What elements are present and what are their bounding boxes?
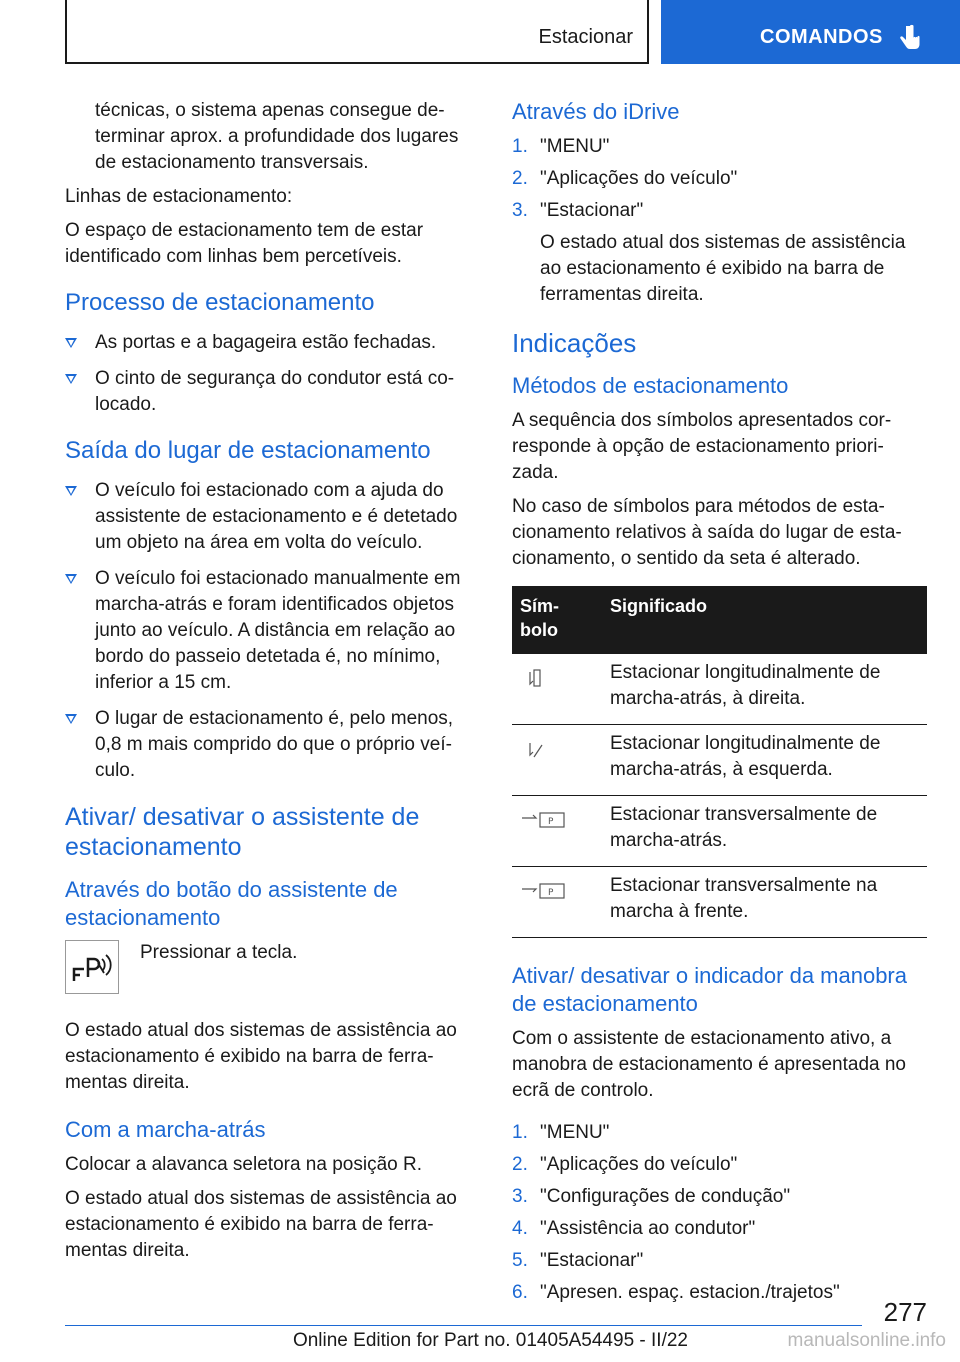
- svg-text:P: P: [548, 817, 554, 827]
- paragraph: O estado atual dos sistemas de assistência ao estacionamento é exibido na barra de ferra-mentas direita.: [65, 1020, 457, 1093]
- park-assist-button-icon: [65, 940, 119, 994]
- paragraph: técnicas, o sistema apenas consegue de-terminar aprox. a profundidade dos lugares de estacionamento transversais.: [95, 100, 459, 173]
- list-item: O lugar de estacionamento é, pelo menos, 0,8 m mais comprido do que o próprio veí-culo.: [65, 706, 480, 784]
- table-row: [512, 796, 927, 867]
- list-item: O cinto de segurança do condutor está co-locado.: [65, 366, 480, 418]
- paragraph: A sequência dos símbolos apresentados cor-responde à opção de estacionamento priori-zada.: [512, 410, 892, 483]
- triangle-bullet-icon: [65, 714, 77, 724]
- processo-list: [65, 330, 480, 418]
- footer-divider: [65, 1325, 862, 1326]
- header-chapter-box: [661, 0, 960, 64]
- column-header: Significado: [602, 586, 927, 654]
- paragraph: Linhas de estacionamento:: [65, 186, 293, 207]
- triangle-bullet-icon: [65, 486, 77, 496]
- list-item: 4. "Assistência ao condutor": [512, 1218, 756, 1239]
- list-item: 3. "Estacionar": [512, 200, 644, 221]
- paragraph: No caso de símbolos para métodos de esta-cionamento relativos à saída do lugar de esta-cionamento, o sentido da seta é alterado.: [512, 496, 902, 569]
- table-cell: Estacionar transversalmente de marcha-atrás.: [602, 796, 927, 867]
- heading-botao: Através do botão do assistente de estacionamento: [65, 877, 398, 930]
- page-number: 277: [883, 1297, 927, 1327]
- list-item: 2. "Aplicações do veículo": [512, 1154, 738, 1175]
- table-row: [512, 867, 927, 938]
- section-title: Estacionar: [538, 26, 633, 48]
- list-item: 2. "Aplicações do veículo": [512, 168, 738, 189]
- edition-text: Online Edition for Part no. 01405A54495 - II/22: [292, 1330, 688, 1351]
- list-item: 6. "Apresen. espaç. estacion./trajetos": [512, 1282, 840, 1303]
- list-item: 3. "Configurações de condução": [512, 1186, 791, 1207]
- table-cell: Estacionar longitudinalmente de marcha-atrás, à direita.: [602, 654, 927, 725]
- header-section-box: [65, 0, 649, 64]
- list-item: 5. "Estacionar": [512, 1250, 644, 1271]
- triangle-bullet-icon: [65, 338, 77, 348]
- table-row: [512, 725, 927, 796]
- heading-ativar: Ativar/ desativar o assistente de estacionamento: [65, 803, 420, 861]
- table-cell: Estacionar longitudinalmente de marcha-atrás, à esquerda.: [602, 725, 927, 796]
- symbols-table: [512, 586, 927, 938]
- indicador-steps: [512, 1120, 927, 1306]
- table-cell: Estacionar transversalmente na marcha à frente.: [602, 867, 927, 938]
- list-item: 1. "MENU": [512, 136, 610, 157]
- hand-pointer-icon: [897, 24, 921, 52]
- button-instruction: Pressionar a tecla.: [140, 942, 298, 963]
- triangle-bullet-icon: [65, 574, 77, 584]
- button-row: [65, 940, 480, 1000]
- heading-processo: Processo de estacionamento: [65, 289, 375, 316]
- parallel-right-icon: [520, 668, 546, 690]
- left-column: [65, 98, 480, 1272]
- column-header: Sím-bolo: [512, 586, 602, 654]
- heading-saida: Saída do lugar de estacionamento: [65, 437, 431, 464]
- chapter-title: COMANDOS: [760, 26, 883, 48]
- list-item: O veículo foi estacionado manualmente em marcha-atrás e foram identificados objetos junto ao veículo. A distância em relação ao bordo do passeio detetada é, no mínimo, inferior a 15 cm.: [65, 566, 480, 696]
- heading-idrive: Através do iDrive: [512, 99, 680, 124]
- paragraph: O estado atual dos sistemas de assistência ao estacionamento é exibido na barra de ferramentas direita.: [540, 232, 906, 305]
- table-row: [512, 654, 927, 725]
- paragraph: Com o assistente de estacionamento ativo, a manobra de estacionamento é apresentada no ecrã de controlo.: [512, 1028, 906, 1101]
- idrive-steps: [512, 134, 927, 224]
- heading-indicacoes: Indicações: [512, 328, 637, 358]
- heading-indicador: Ativar/ desativar o indicador da manobra de estacionamento: [512, 963, 907, 1016]
- perpendicular-forward-icon: [520, 881, 566, 901]
- triangle-bullet-icon: [65, 374, 77, 384]
- heading-metodos: Métodos de estacionamento: [512, 373, 789, 398]
- svg-text:P: P: [548, 888, 554, 898]
- paragraph: Colocar a alavanca seletora na posição R.: [65, 1154, 422, 1175]
- paragraph: O estado atual dos sistemas de assistência ao estacionamento é exibido na barra de ferra-mentas direita.: [65, 1188, 457, 1261]
- heading-marcha: Com a marcha-atrás: [65, 1117, 266, 1142]
- watermark: manualsonline.info: [787, 1330, 946, 1351]
- list-item: 1. "MENU": [512, 1122, 610, 1143]
- list-item: O veículo foi estacionado com a ajuda do assistente de estacionamento e é detetado um objeto na área em volta do veículo.: [65, 478, 480, 556]
- perpendicular-reverse-icon: [520, 810, 566, 830]
- list-item: As portas e a bagageira estão fechadas.: [65, 330, 480, 356]
- paragraph: O espaço de estacionamento tem de estar identificado com linhas bem percetíveis.: [65, 220, 424, 267]
- saida-list: [65, 478, 480, 784]
- parallel-left-icon: [520, 739, 546, 761]
- right-column: [512, 98, 927, 1312]
- table-header-row: [512, 586, 927, 654]
